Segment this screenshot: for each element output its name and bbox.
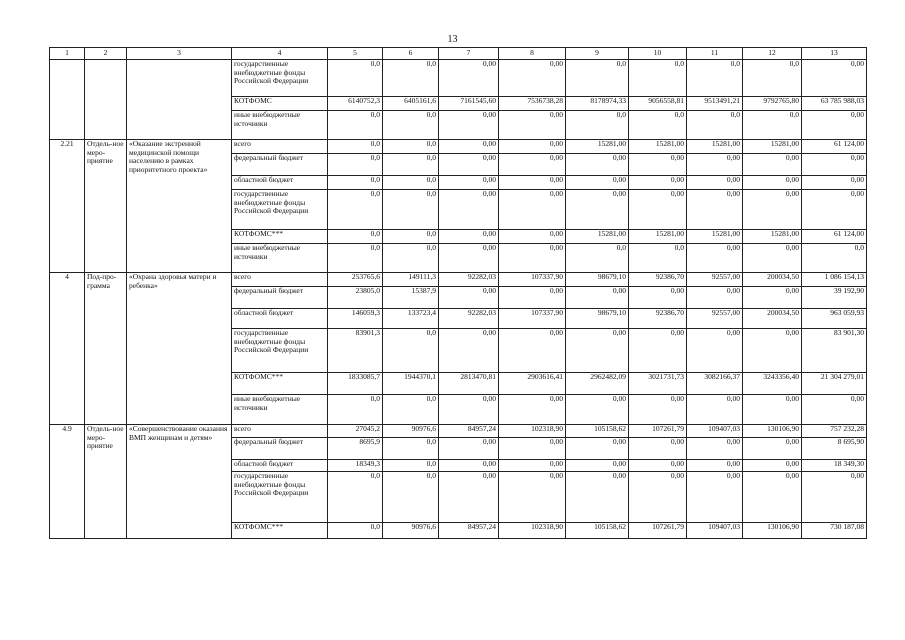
value-cell: 15281,00 bbox=[743, 230, 802, 244]
value-cell: 0,00 bbox=[802, 111, 867, 140]
value-cell: 0,00 bbox=[629, 438, 687, 460]
value-cell: 15281,00 bbox=[743, 140, 802, 154]
value-cell: 109407,03 bbox=[687, 523, 743, 539]
value-cell: 0,00 bbox=[687, 329, 743, 373]
value-cell: 0,00 bbox=[802, 60, 867, 97]
item-type-cell: Отдель-ное меро-приятие bbox=[85, 425, 127, 539]
column-header: 10 bbox=[629, 48, 687, 60]
value-cell: 0,0 bbox=[328, 523, 383, 539]
value-cell: 98679,10 bbox=[566, 309, 629, 329]
funding-source-cell: КОТФОМС bbox=[232, 97, 328, 111]
funding-source-cell: федеральный бюджет bbox=[232, 154, 328, 176]
item-type-cell bbox=[85, 60, 127, 140]
value-cell: 0,0 bbox=[566, 244, 629, 273]
value-cell: 0,0 bbox=[328, 60, 383, 97]
value-cell: 0,00 bbox=[802, 472, 867, 523]
value-cell: 92282,03 bbox=[439, 309, 499, 329]
value-cell: 1 086 154,13 bbox=[802, 273, 867, 287]
value-cell: 9513491,21 bbox=[687, 97, 743, 111]
value-cell: 0,00 bbox=[439, 154, 499, 176]
value-cell: 0,0 bbox=[328, 472, 383, 523]
value-cell: 0,0 bbox=[629, 111, 687, 140]
funding-source-cell: государственные внебюджетные фонды Российской Федерации bbox=[232, 60, 328, 97]
value-cell: 0,0 bbox=[383, 60, 439, 97]
value-cell: 18349,3 bbox=[328, 460, 383, 472]
value-cell: 0,00 bbox=[566, 438, 629, 460]
value-cell: 0,00 bbox=[687, 154, 743, 176]
value-cell: 146059,3 bbox=[328, 309, 383, 329]
value-cell: 757 232,28 bbox=[802, 425, 867, 438]
column-header: 2 bbox=[85, 48, 127, 60]
value-cell: 730 187,08 bbox=[802, 523, 867, 539]
value-cell: 0,00 bbox=[743, 395, 802, 425]
item-code-cell: 4.9 bbox=[50, 425, 85, 539]
value-cell: 0,00 bbox=[439, 60, 499, 97]
value-cell: 200034,50 bbox=[743, 309, 802, 329]
value-cell: 3021731,73 bbox=[629, 373, 687, 395]
value-cell: 0,0 bbox=[743, 111, 802, 140]
value-cell: 0,00 bbox=[499, 230, 566, 244]
value-cell: 7536738,28 bbox=[499, 97, 566, 111]
value-cell: 61 124,00 bbox=[802, 230, 867, 244]
funding-source-cell: КОТФОМС*** bbox=[232, 373, 328, 395]
value-cell: 84957,24 bbox=[439, 425, 499, 438]
column-header: 1 bbox=[50, 48, 85, 60]
value-cell: 0,00 bbox=[629, 154, 687, 176]
value-cell: 0,0 bbox=[383, 190, 439, 230]
value-cell: 200034,50 bbox=[743, 273, 802, 287]
value-cell: 8178974,33 bbox=[566, 97, 629, 111]
funding-source-cell: государственные внебюджетные фонды Российской Федерации bbox=[232, 190, 328, 230]
value-cell: 0,00 bbox=[499, 176, 566, 190]
value-cell: 0,00 bbox=[566, 287, 629, 309]
value-cell: 0,0 bbox=[328, 190, 383, 230]
column-header: 3 bbox=[127, 48, 232, 60]
funding-source-cell: всего bbox=[232, 273, 328, 287]
value-cell: 0,00 bbox=[743, 472, 802, 523]
value-cell: 8 695,90 bbox=[802, 438, 867, 460]
column-header: 11 bbox=[687, 48, 743, 60]
value-cell: 105158,62 bbox=[566, 425, 629, 438]
value-cell: 0,00 bbox=[629, 176, 687, 190]
value-cell: 90976,6 bbox=[383, 523, 439, 539]
value-cell: 107337,90 bbox=[499, 273, 566, 287]
table-row bbox=[50, 273, 867, 287]
value-cell: 0,00 bbox=[687, 438, 743, 460]
value-cell: 0,0 bbox=[328, 111, 383, 140]
value-cell: 102318,90 bbox=[499, 425, 566, 438]
value-cell: 6140752,3 bbox=[328, 97, 383, 111]
value-cell: 0,0 bbox=[328, 395, 383, 425]
value-cell: 0,00 bbox=[439, 287, 499, 309]
value-cell: 0,00 bbox=[499, 60, 566, 97]
value-cell: 0,00 bbox=[687, 190, 743, 230]
value-cell: 84957,24 bbox=[439, 523, 499, 539]
value-cell: 2813470,81 bbox=[439, 373, 499, 395]
value-cell: 0,00 bbox=[499, 472, 566, 523]
value-cell: 15281,00 bbox=[566, 140, 629, 154]
value-cell: 9056558,81 bbox=[629, 97, 687, 111]
value-cell: 15281,00 bbox=[687, 140, 743, 154]
value-cell: 0,0 bbox=[383, 176, 439, 190]
value-cell: 0,00 bbox=[499, 190, 566, 230]
funding-source-cell: КОТФОМС*** bbox=[232, 230, 328, 244]
value-cell: 8695,9 bbox=[328, 438, 383, 460]
value-cell: 0,00 bbox=[743, 190, 802, 230]
value-cell: 15281,00 bbox=[566, 230, 629, 244]
column-header: 12 bbox=[743, 48, 802, 60]
value-cell: 0,00 bbox=[743, 176, 802, 190]
funding-source-cell: всего bbox=[232, 425, 328, 438]
value-cell: 27045,2 bbox=[328, 425, 383, 438]
value-cell: 0,00 bbox=[629, 190, 687, 230]
value-cell: 0,00 bbox=[743, 329, 802, 373]
value-cell: 15281,00 bbox=[629, 230, 687, 244]
funding-source-cell: областной бюджет bbox=[232, 176, 328, 190]
column-header: 7 bbox=[439, 48, 499, 60]
funding-source-cell: государственные внебюджетные фонды Российской Федерации bbox=[232, 329, 328, 373]
value-cell: 107337,90 bbox=[499, 309, 566, 329]
value-cell: 0,0 bbox=[383, 154, 439, 176]
value-cell: 98679,10 bbox=[566, 273, 629, 287]
value-cell: 0,00 bbox=[629, 460, 687, 472]
column-header: 5 bbox=[328, 48, 383, 60]
value-cell: 0,0 bbox=[328, 244, 383, 273]
funding-source-cell: всего bbox=[232, 140, 328, 154]
value-cell: 15387,9 bbox=[383, 287, 439, 309]
column-header: 13 bbox=[802, 48, 867, 60]
value-cell: 0,00 bbox=[499, 329, 566, 373]
item-type-cell: Под-про-грамма bbox=[85, 273, 127, 425]
column-header: 6 bbox=[383, 48, 439, 60]
value-cell: 1833085,7 bbox=[328, 373, 383, 395]
value-cell: 0,00 bbox=[499, 244, 566, 273]
value-cell: 83901,3 bbox=[328, 329, 383, 373]
value-cell: 21 304 279,01 bbox=[802, 373, 867, 395]
value-cell: 0,00 bbox=[687, 287, 743, 309]
column-header: 9 bbox=[566, 48, 629, 60]
column-header: 8 bbox=[499, 48, 566, 60]
value-cell: 0,0 bbox=[328, 230, 383, 244]
item-name-cell: «Оказание экстренной медицинской помощи населению в рамках приоритетного проекта» bbox=[127, 140, 232, 273]
value-cell: 253765,6 bbox=[328, 273, 383, 287]
value-cell: 0,00 bbox=[687, 472, 743, 523]
value-cell: 963 059,93 bbox=[802, 309, 867, 329]
value-cell: 149111,3 bbox=[383, 273, 439, 287]
funding-source-cell: федеральный бюджет bbox=[232, 287, 328, 309]
value-cell: 0,0 bbox=[629, 60, 687, 97]
value-cell: 2903616,41 bbox=[499, 373, 566, 395]
value-cell: 0,00 bbox=[439, 230, 499, 244]
value-cell: 0,00 bbox=[687, 395, 743, 425]
value-cell: 0,0 bbox=[687, 111, 743, 140]
value-cell: 0,00 bbox=[566, 190, 629, 230]
column-header: 4 bbox=[232, 48, 328, 60]
funding-source-cell: областной бюджет bbox=[232, 460, 328, 472]
value-cell: 23805,0 bbox=[328, 287, 383, 309]
value-cell: 0,00 bbox=[499, 111, 566, 140]
value-cell: 3243356,40 bbox=[743, 373, 802, 395]
value-cell: 0,00 bbox=[439, 460, 499, 472]
value-cell: 0,0 bbox=[383, 140, 439, 154]
value-cell: 0,00 bbox=[439, 244, 499, 273]
funding-source-cell: КОТФОМС*** bbox=[232, 523, 328, 539]
value-cell: 0,0 bbox=[383, 395, 439, 425]
value-cell: 0,00 bbox=[743, 438, 802, 460]
value-cell: 0,0 bbox=[383, 230, 439, 244]
item-code-cell: 2.21 bbox=[50, 140, 85, 273]
value-cell: 107261,79 bbox=[629, 425, 687, 438]
value-cell: 0,0 bbox=[383, 460, 439, 472]
value-cell: 0,00 bbox=[439, 176, 499, 190]
value-cell: 0,0 bbox=[383, 244, 439, 273]
funding-source-cell: областной бюджет bbox=[232, 309, 328, 329]
value-cell: 0,00 bbox=[629, 472, 687, 523]
value-cell: 0,0 bbox=[687, 60, 743, 97]
value-cell: 0,00 bbox=[743, 287, 802, 309]
value-cell: 92557,00 bbox=[687, 273, 743, 287]
value-cell: 0,00 bbox=[687, 460, 743, 472]
value-cell: 0,00 bbox=[439, 395, 499, 425]
value-cell: 130106,90 bbox=[743, 425, 802, 438]
value-cell: 0,00 bbox=[439, 472, 499, 523]
value-cell: 0,00 bbox=[802, 154, 867, 176]
value-cell: 0,00 bbox=[499, 438, 566, 460]
table-row bbox=[50, 140, 867, 154]
value-cell: 133723,4 bbox=[383, 309, 439, 329]
item-name-cell: «Охрана здоровья матери и ребенка» bbox=[127, 273, 232, 425]
value-cell: 0,0 bbox=[328, 154, 383, 176]
header-row bbox=[50, 48, 867, 60]
value-cell: 107261,79 bbox=[629, 523, 687, 539]
value-cell: 0,00 bbox=[687, 176, 743, 190]
value-cell: 0,00 bbox=[566, 154, 629, 176]
value-cell: 0,0 bbox=[383, 111, 439, 140]
value-cell: 61 124,00 bbox=[802, 140, 867, 154]
value-cell: 83 901,30 bbox=[802, 329, 867, 373]
value-cell: 39 192,90 bbox=[802, 287, 867, 309]
value-cell: 0,00 bbox=[499, 140, 566, 154]
item-code-cell: 4 bbox=[50, 273, 85, 425]
value-cell: 0,00 bbox=[743, 154, 802, 176]
value-cell: 109407,03 bbox=[687, 425, 743, 438]
value-cell: 7161545,60 bbox=[439, 97, 499, 111]
value-cell: 0,00 bbox=[439, 438, 499, 460]
value-cell: 92386,70 bbox=[629, 273, 687, 287]
value-cell: 90976,6 bbox=[383, 425, 439, 438]
value-cell: 92557,00 bbox=[687, 309, 743, 329]
page-number: 13 bbox=[447, 34, 458, 45]
item-type-cell: Отдель-ное меро-приятие bbox=[85, 140, 127, 273]
funding-source-cell: иные внебюджетные источники bbox=[232, 244, 328, 273]
value-cell: 0,00 bbox=[566, 472, 629, 523]
table-body bbox=[50, 60, 867, 539]
value-cell: 0,00 bbox=[566, 395, 629, 425]
value-cell: 0,00 bbox=[439, 111, 499, 140]
value-cell: 92282,03 bbox=[439, 273, 499, 287]
value-cell: 0,00 bbox=[629, 395, 687, 425]
value-cell: 15281,00 bbox=[629, 140, 687, 154]
value-cell: 1944370,1 bbox=[383, 373, 439, 395]
item-name-cell bbox=[127, 60, 232, 140]
funding-source-cell: иные внебюджетные источники bbox=[232, 111, 328, 140]
value-cell: 0,00 bbox=[499, 460, 566, 472]
value-cell: 0,00 bbox=[629, 287, 687, 309]
value-cell: 0,0 bbox=[802, 244, 867, 273]
value-cell: 130106,90 bbox=[743, 523, 802, 539]
value-cell: 3082166,37 bbox=[687, 373, 743, 395]
value-cell: 18 349,30 bbox=[802, 460, 867, 472]
funding-source-cell: иные внебюджетные источники bbox=[232, 395, 328, 425]
value-cell: 0,00 bbox=[499, 287, 566, 309]
table-row bbox=[50, 425, 867, 438]
value-cell: 0,0 bbox=[629, 244, 687, 273]
value-cell: 15281,00 bbox=[687, 230, 743, 244]
value-cell: 0,0 bbox=[328, 140, 383, 154]
value-cell: 0,0 bbox=[566, 111, 629, 140]
value-cell: 0,00 bbox=[687, 244, 743, 273]
value-cell: 2962482,09 bbox=[566, 373, 629, 395]
value-cell: 0,00 bbox=[566, 176, 629, 190]
value-cell: 63 785 988,03 bbox=[802, 97, 867, 111]
value-cell: 92386,70 bbox=[629, 309, 687, 329]
value-cell: 0,00 bbox=[629, 329, 687, 373]
value-cell: 6405161,6 bbox=[383, 97, 439, 111]
value-cell: 0,00 bbox=[439, 329, 499, 373]
value-cell: 0,00 bbox=[743, 244, 802, 273]
table-row bbox=[50, 60, 867, 97]
value-cell: 0,00 bbox=[499, 395, 566, 425]
value-cell: 102318,90 bbox=[499, 523, 566, 539]
value-cell: 0,0 bbox=[743, 60, 802, 97]
item-name-cell: «Совершенствование оказания ВМП женщинам и детям» bbox=[127, 425, 232, 539]
value-cell: 0,0 bbox=[383, 472, 439, 523]
value-cell: 0,00 bbox=[743, 460, 802, 472]
value-cell: 9792765,80 bbox=[743, 97, 802, 111]
item-code-cell bbox=[50, 60, 85, 140]
funding-source-cell: государственные внебюджетные фонды Российской Федерации bbox=[232, 472, 328, 523]
value-cell: 0,00 bbox=[439, 190, 499, 230]
value-cell: 0,00 bbox=[566, 329, 629, 373]
funding-source-cell: федеральный бюджет bbox=[232, 438, 328, 460]
value-cell: 0,00 bbox=[802, 190, 867, 230]
value-cell: 0,0 bbox=[383, 329, 439, 373]
value-cell: 0,0 bbox=[328, 176, 383, 190]
value-cell: 0,00 bbox=[802, 176, 867, 190]
value-cell: 0,00 bbox=[802, 395, 867, 425]
value-cell: 0,00 bbox=[439, 140, 499, 154]
budget-table bbox=[49, 47, 867, 539]
value-cell: 0,0 bbox=[383, 438, 439, 460]
value-cell: 0,00 bbox=[499, 154, 566, 176]
value-cell: 0,0 bbox=[566, 60, 629, 97]
value-cell: 0,00 bbox=[566, 460, 629, 472]
value-cell: 105158,62 bbox=[566, 523, 629, 539]
